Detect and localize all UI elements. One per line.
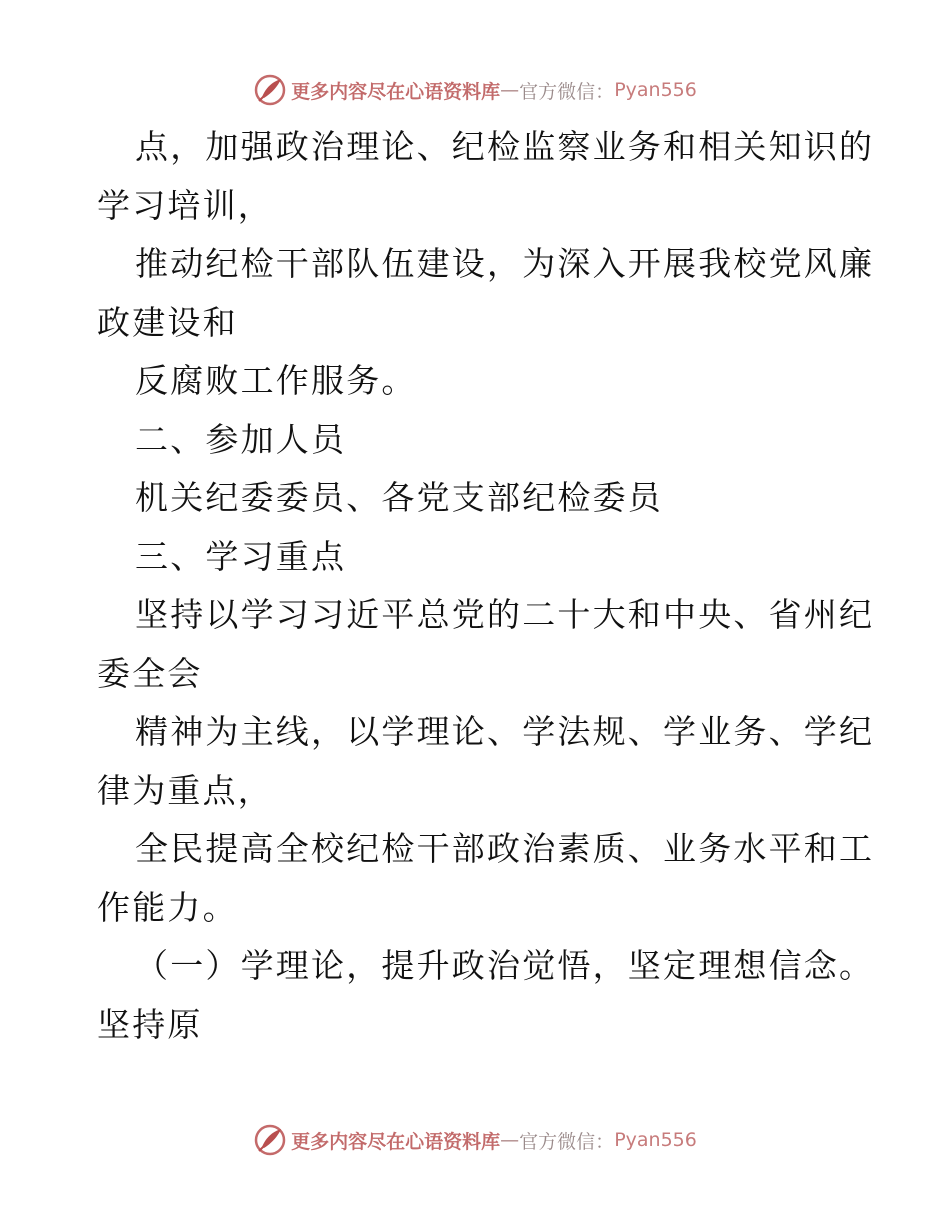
section-heading: 三、学习重点 — [135, 536, 347, 576]
watermark-wechat-id: Pyan556 — [614, 1129, 697, 1151]
document-body — [97, 118, 875, 1054]
text-line: 作能力。 — [97, 887, 238, 927]
watermark-dash: — — [500, 79, 520, 101]
quill-logo-icon — [253, 1123, 287, 1157]
watermark-site-name: 更多内容尽在心语资料库 — [291, 1130, 501, 1153]
text-line: 全民提高全校纪检干部政治素质、业务水平和工 — [135, 829, 875, 868]
text-line: 机关纪委委员、各党支部纪检委员 — [135, 478, 663, 517]
watermark-site-name: 更多内容尽在心语资料库 — [291, 80, 501, 103]
text-line: 律为重点， — [97, 770, 273, 810]
text-line: 推动纪检干部队伍建设，为深入开展我校党风廉 — [135, 244, 875, 283]
text-line: 委全会 — [97, 653, 203, 693]
subsection-heading: （一）学理论，提升政治觉悟，坚定理想信念。 — [135, 946, 875, 985]
text-line: 坚持以学习习近平总党的二十大和中央、省州纪 — [135, 595, 875, 634]
footer-watermark — [0, 1122, 950, 1158]
text-line: 政建设和 — [97, 302, 238, 342]
watermark-wechat-label: 官方微信： — [519, 80, 615, 103]
text-line: 精神为主线，以学理论、学法规、学业务、学纪 — [135, 712, 875, 751]
quill-logo-icon — [253, 73, 287, 107]
watermark-dash: — — [500, 1129, 520, 1151]
watermark-wechat-label: 官方微信： — [519, 1130, 615, 1153]
text-line: 点，加强政治理论、纪检监察业务和相关知识的 — [135, 127, 875, 166]
section-heading: 二、参加人员 — [135, 419, 347, 459]
header-watermark — [0, 72, 950, 108]
text-line: 反腐败工作服务。 — [135, 361, 417, 400]
text-line: 坚持原 — [97, 1004, 203, 1044]
watermark-wechat-id: Pyan556 — [614, 79, 697, 101]
text-line: 学习培训， — [97, 185, 273, 225]
